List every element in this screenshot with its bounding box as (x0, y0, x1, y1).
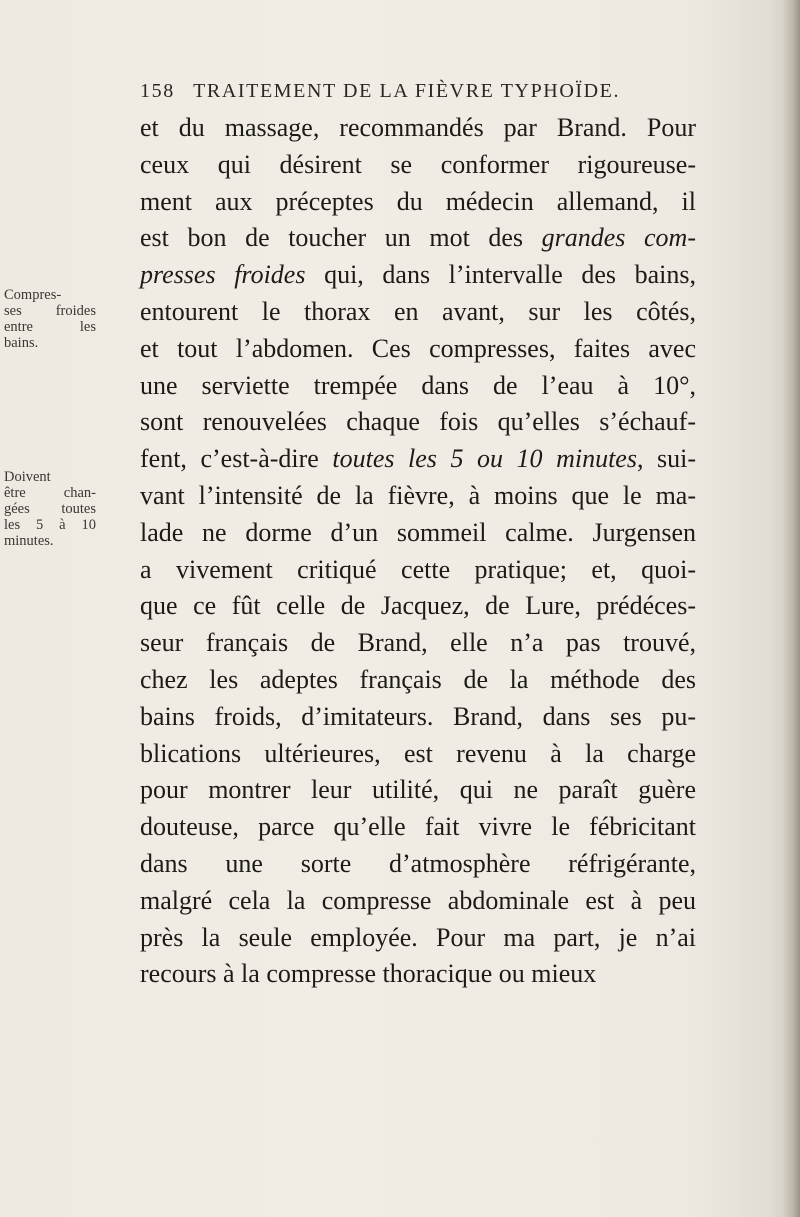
text-line: presses froides qui, dans l’intervalle des bains, (140, 260, 696, 290)
running-header (140, 80, 700, 103)
italic-phrase: presses froides (140, 260, 306, 290)
margin-note-line: ses froides (4, 303, 96, 319)
text-line: et du massage, recommandés par Brand. Pour (140, 113, 696, 142)
margin-note-line: entre les (4, 319, 96, 335)
text-line: que ce fût celle de Jacquez, de Lure, prédéces- (140, 591, 696, 621)
page-number: 158 (140, 80, 175, 102)
text-line: entourent le thorax en avant, sur les côtés, (140, 296, 696, 326)
text-line: bains froids, d’imitateurs. Brand, dans ses pu- (140, 701, 696, 731)
text-line: sont renouvelées chaque fois qu’elles s’échauf- (140, 407, 696, 437)
page-edge-shadow (782, 0, 800, 1217)
text-line: est bon de toucher un mot des grandes com- (140, 223, 696, 253)
margin-note-line: Doivent (4, 469, 51, 485)
body-text (140, 110, 696, 993)
margin-note-doivent (4, 469, 96, 549)
running-title: TRAITEMENT DE LA FIÈVRE TYPHOÏDE. (193, 80, 621, 102)
text-line: dans une sorte d’atmosphère réfrigérante, (140, 848, 696, 878)
text-line: seur français de Brand, elle n’a pas trouvé, (140, 628, 696, 658)
text-line: fent, c’est-à-dire toutes les 5 ou 10 minutes, sui- (140, 444, 697, 474)
margin-note-line: Compres- (4, 287, 62, 303)
margin-note-line: être chan- (4, 485, 96, 501)
text-line: ment aux préceptes du médecin allemand, il (140, 186, 696, 216)
text-line: lade ne dorme d’un sommeil calme. Jurgensen (140, 517, 696, 547)
text-line: une serviette trempée dans de l’eau à 10°, (140, 370, 696, 400)
text-line: vant l’intensité de la fièvre, à moins que le ma- (140, 480, 696, 510)
italic-phrase: grandes com- (541, 223, 696, 253)
margin-note-compresses (4, 287, 96, 351)
text-line: a vivement critiqué cette pratique; et, quoi- (140, 554, 696, 584)
text-line: près la seule employée. Pour ma part, je n’ai (140, 922, 696, 952)
margin-note-line: les 5 à 10 (4, 517, 96, 533)
text-line: douteuse, parce qu’elle fait vivre le fébricitant (140, 812, 696, 842)
margin-note-line: minutes. (4, 533, 54, 549)
margin-note-line: bains. (4, 335, 39, 351)
text-line: blications ultérieures, est revenu à la charge (140, 738, 696, 768)
text-line: et tout l’abdomen. Ces compresses, faites avec (140, 333, 696, 363)
text-line: pour montrer leur utilité, qui ne paraît guère (140, 775, 696, 805)
margin-note-line: gées toutes (4, 501, 96, 517)
italic-phrase: toutes les 5 ou 10 minutes (332, 444, 637, 474)
text-line: ceux qui désirent se conformer rigoureuse- (140, 149, 696, 179)
text-line: recours à la compresse thoracique ou mieux (140, 959, 597, 989)
text-line: chez les adeptes français de la méthode des (140, 664, 696, 694)
text-line: malgré cela la compresse abdominale est à peu (140, 885, 696, 915)
